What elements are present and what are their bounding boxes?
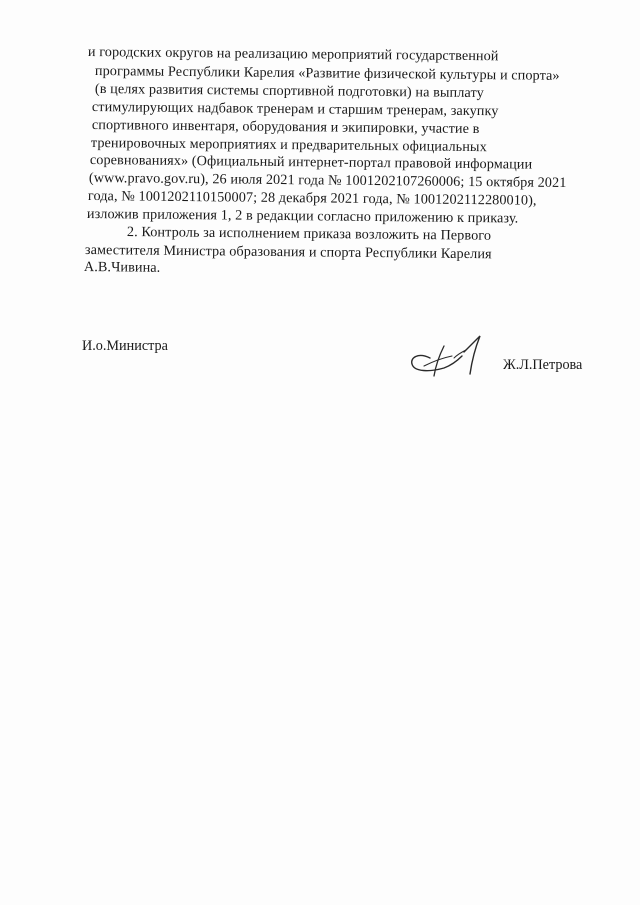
body-line-11: 2. Контроль за исполнением приказа возложить на Первого: [126, 224, 492, 244]
signatory-title: И.о.Министра: [82, 338, 168, 354]
signature-block: [0, 320, 640, 400]
signatory-name: Ж.Л.Петрова: [503, 357, 583, 373]
body-line-1: и городских округов на реализацию мероприятий государственной: [87, 44, 499, 65]
body-line-6: тренировочных мероприятиях и предварительных официальных: [90, 135, 487, 156]
body-line-4: стимулирующих надбавок тренерам и старшим тренерам, закупку: [91, 99, 499, 120]
body-line-9: года, № 1001202110150007; 28 декабря 2021 года, № 1001202112280010),: [87, 188, 537, 209]
body-line-12: заместителя Министра образования и спорта Республики Карелия: [84, 242, 492, 263]
body-line-10: изложив приложения 1, 2 в редакции согласно приложению к приказу.: [86, 206, 519, 227]
body-line-2: программы Республики Карелия «Развитие физической культуры и спорта»: [94, 63, 560, 84]
body-line-8: (www.pravo.gov.ru), 26 июля 2021 года № 1001202107260006; 15 октября 2021: [88, 170, 567, 191]
body-line-13: А.В.Чивина.: [83, 259, 161, 276]
body-line-5: спортивного инвентаря, оборудования и экипировки, участие в: [91, 117, 480, 138]
body-line-7: соревнованиях» (Официальный интернет-портал правовой информации: [89, 152, 533, 173]
document-body: [0, 0, 640, 280]
handwritten-signature: [400, 328, 500, 384]
body-line-3: (в целях развития системы спортивной подготовки) на выплату: [94, 81, 484, 102]
